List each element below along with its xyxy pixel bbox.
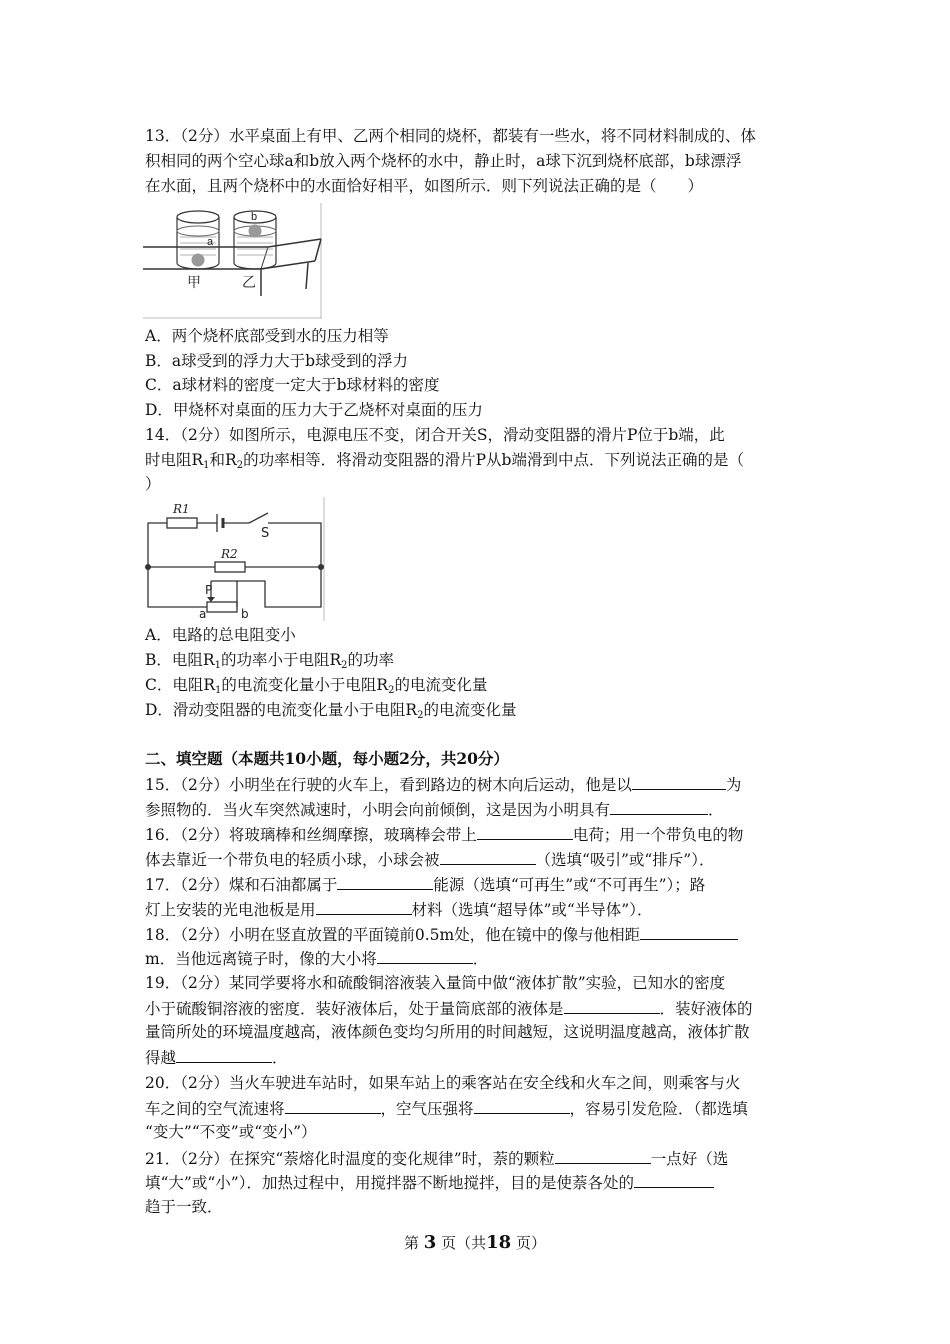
q15-line2: 参照物的．当火车突然减速时，小明会向前倾倒，这是因为小明具有 ． (145, 797, 724, 822)
q19-blank-1[interactable] (564, 996, 660, 1014)
q13-option-c: C．a球材料的密度一定大于b球材料的密度 (145, 376, 440, 394)
ball-a (192, 254, 205, 267)
label-b-end: b (241, 607, 249, 621)
beakers-figure (143, 203, 323, 319)
table-top-edge (143, 239, 321, 247)
q15-blank-2[interactable] (610, 797, 708, 815)
page-number: 3 (423, 1232, 437, 1253)
q15-line1: 15．（2分）小明坐在行驶的火车上，看到路边的树木向后运动，他是以 为 (145, 772, 741, 797)
q19-line1: 19．（2分）某同学要将水和硫酸铜溶液装入量筒中做“液体扩散”实验，已知水的密度 (145, 974, 726, 992)
q21-line2: 填“大”或“小”）．加热过程中，用搅拌器不断地搅拌，目的是使萘各处的 (145, 1170, 714, 1195)
q17-blank-2[interactable] (316, 897, 412, 915)
q16-blank-2[interactable] (440, 847, 536, 865)
circuit-figure (145, 497, 327, 621)
section-2-title: 二、填空题（本题共10小题，每小题2分，共20分） (145, 749, 509, 768)
q14-stem-line1: 14．（2分）如图所示，电源电压不变，闭合开关S，滑动变阻器的滑片P位于b端，此 (145, 426, 725, 444)
q16-blank-1[interactable] (477, 822, 573, 840)
resistor-r2 (215, 562, 245, 572)
q19-blank-2[interactable] (176, 1045, 272, 1063)
q20-blank-2[interactable] (474, 1096, 570, 1114)
q16-line2: 体去靠近一个带负电的轻质小球，小球会被 （选填“吸引”或“排斥”）． (145, 847, 714, 872)
q17-blank-1[interactable] (337, 872, 433, 890)
q14-option-d: D．滑动变阻器的电流变化量小于电阻$R_2$的电流变化量 (145, 701, 517, 721)
label-a: a (207, 236, 214, 248)
q20-line2: 车之间的空气流速将 ，空气压强将 ，容易引发危险．（都选填 (145, 1096, 748, 1121)
label-r1: R1 (173, 502, 190, 516)
rheostat (207, 602, 237, 612)
q13-stem-line3: 在水面，且两个烧杯中的水面恰好相平，如图所示．则下列说法正确的是（ ） (145, 177, 704, 195)
q18-line1: 18．（2分）小明在竖直放置的平面镜前0.5m处，他在镜中的像与他相距 (145, 922, 738, 947)
resistor-r1 (167, 518, 197, 528)
q13-stem-line2: 积相同的两个空心球a和b放入两个烧杯的水中，静止时，a球下沉到烧杯底部，b球漂浮 (145, 152, 742, 170)
q13-option-a: A．两个烧杯底部受到水的压力相等 (145, 327, 389, 345)
q21-line3: 趋于一致． (145, 1198, 223, 1216)
slider-p-arrow (207, 597, 215, 602)
label-r2: R2 (221, 547, 238, 561)
label-s: S (261, 526, 270, 541)
q19-line4: 得越 ． (145, 1045, 288, 1070)
q19-line2: 小于硫酸铜溶液的密度．装好液体后，处于量筒底部的液体是 ．装好液体的 (145, 996, 753, 1021)
q14-option-c: C．电阻$R_1$的电流变化量小于电阻$R_2$的电流变化量 (145, 676, 488, 696)
q14-option-a: A．电路的总电阻变小 (145, 626, 296, 644)
q18-line2: m．当他远离镜子时，像的大小将 ． (145, 946, 488, 971)
q20-line1: 20．（2分）当火车驶进车站时，如果车站上的乘客站在安全线和火车之间，则乘客与火 (145, 1074, 741, 1092)
q17-line1: 17．（2分）煤和石油都属于 能源（选填“可再生”或“不可再生”）；路 (145, 872, 705, 897)
label-b: b (251, 211, 258, 223)
q16-line1: 16．（2分）将玻璃棒和丝绸摩擦，玻璃棒会带上 电荷；用一个带负电的物 (145, 822, 743, 847)
label-p: P (205, 583, 213, 597)
q14-stem-line3: ） (145, 475, 161, 493)
total-pages: 18 (486, 1232, 512, 1253)
label-yi: 乙 (242, 275, 256, 291)
switch-s (249, 513, 268, 523)
q15-blank-1[interactable] (632, 772, 726, 790)
q20-blank-1[interactable] (285, 1096, 381, 1114)
q13-stem-line1: 13．（2分）水平桌面上有甲、乙两个相同的烧杯，都装有一些水，将不同材料制成的、体 (145, 127, 756, 145)
q21-blank-1[interactable] (555, 1146, 651, 1164)
q18-blank-2[interactable] (377, 946, 473, 964)
q20-line3: “变大”“不变”或“变小”） (145, 1123, 317, 1141)
label-jia: 甲 (187, 275, 201, 291)
q13-option-b: B．a球受到的浮力大于b球受到的浮力 (145, 352, 409, 370)
q19-line3: 量筒所处的环境温度越高，液体颜色变均匀所用的时间越短，这说明温度越高，液体扩散 (145, 1023, 750, 1041)
label-a-end: a (199, 607, 207, 621)
q21-line1: 21．（2分）在探究“萘熔化时温度的变化规律”时，萘的颗粒 一点好（选 (145, 1146, 728, 1171)
q13-option-d: D．甲烧杯对桌面的压力大于乙烧杯对桌面的压力 (145, 401, 483, 419)
q21-blank-2[interactable] (634, 1170, 714, 1188)
q18-blank-1[interactable] (640, 922, 738, 940)
q14-option-b: B．电阻$R_1$的功率小于电阻$R_2$的功率 (145, 651, 394, 671)
ball-b (249, 225, 262, 238)
page-footer: 第 3 页（共18 页） (404, 1232, 546, 1253)
q14-stem-line2: 时电阻$R_1$和$R_2$的功率相等．将滑动变阻器的滑片P从b端滑到中点．下列说法正确的是（ (145, 451, 744, 471)
q17-line2: 灯上安装的光电池板是用 材料（选填“超导体”或“半导体”）． (145, 897, 652, 922)
